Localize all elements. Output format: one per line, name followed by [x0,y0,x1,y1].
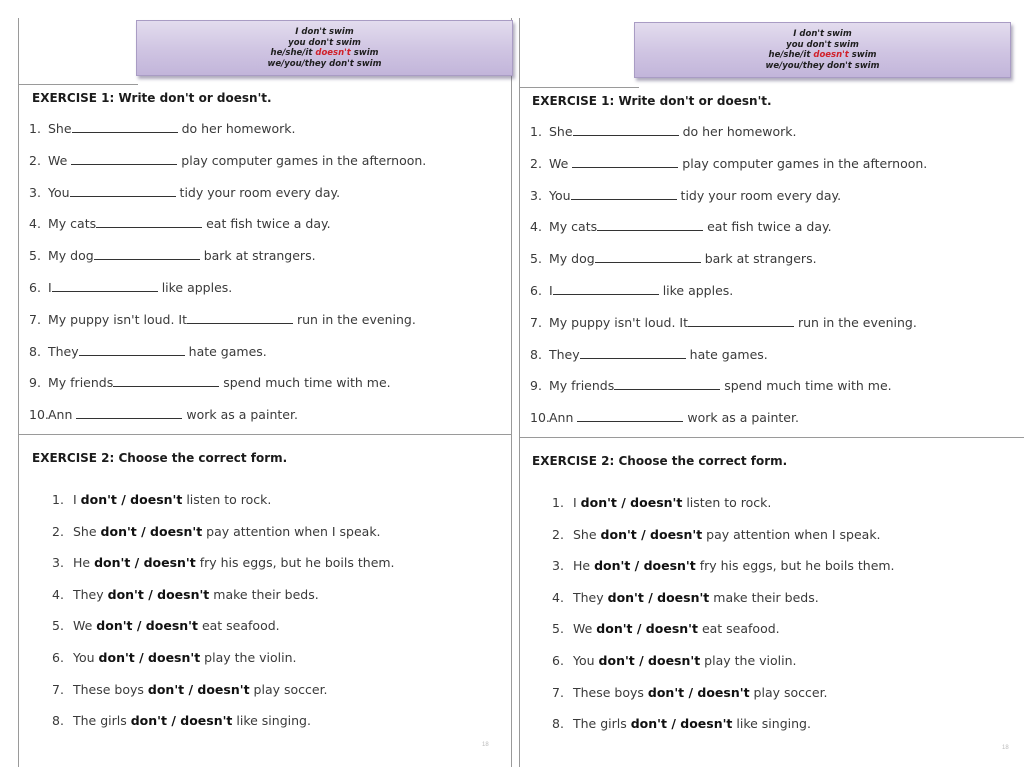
item-predicate: play soccer. [249,681,328,697]
left-margin-line [519,18,520,767]
item-number: 2. [52,523,64,539]
item-subject: She [48,121,72,136]
choice-options[interactable]: don't / doesn't [630,716,733,732]
exercise2-item [52,618,280,633]
exercise1-item [530,219,832,234]
worksheet-right [512,0,1024,767]
item-predicate: do her homework. [682,124,797,139]
grammar-line: I don't swim [793,29,852,39]
answer-blank[interactable] [614,379,720,390]
exercise2-item [552,716,811,731]
item-predicate: listen to rock. [682,495,772,510]
item-subject: You [48,184,70,200]
item-predicate: eat fish twice a day. [206,216,331,232]
item-subject: The girls [73,713,131,729]
answer-blank[interactable] [76,408,182,419]
exercise1-item [530,124,797,139]
exercise2-item [552,653,796,668]
answer-blank[interactable] [70,186,176,197]
item-number: 4. [29,216,41,232]
item-number: 3. [552,558,564,574]
grammar-highlight: doesn't [315,48,351,58]
item-subject: We [73,618,97,634]
grammar-line: we/you/they don't swim [267,58,382,69]
exercise2-item [52,587,319,602]
item-number: 5. [52,618,64,634]
exercise1-item [530,156,927,171]
item-number: 4. [552,589,564,605]
exercise2-item [552,621,780,636]
item-predicate: make their beds. [709,589,819,605]
grammar-text: he/she/it [768,50,814,60]
item-number: 3. [29,184,41,200]
item-subject: They [73,586,108,602]
choice-options[interactable]: don't / doesn't [596,621,698,637]
item-subject: She [73,523,101,539]
item-predicate: run in the evening. [797,314,917,330]
item-predicate: work as a painter. [186,407,298,423]
page-number: 18 [482,742,489,748]
item-predicate: hate games. [188,343,267,359]
exercise1-item [29,280,232,295]
item-subject: I [73,492,81,507]
exercise2-item [52,650,296,665]
item-predicate: like apples. [161,280,233,295]
item-number: 7. [530,314,542,330]
exercise1-title: EXERCISE 1: Write don't or doesn't. [32,91,272,105]
item-subject: These boys [573,684,648,700]
answer-blank[interactable] [553,284,659,295]
exercise1-item [530,347,768,362]
item-number: 3. [52,555,64,571]
exercise1-item [29,312,416,327]
section-divider [18,434,512,435]
item-number: 6. [552,653,564,668]
exercise1-item [530,378,892,393]
grammar-line: you don't swim [786,39,859,50]
exercise2-title: EXERCISE 2: Choose the correct form. [32,451,288,465]
item-subject: I [48,280,52,295]
exercise1-item [530,251,817,266]
item-predicate: eat seafood. [197,618,280,634]
header-rule [18,84,138,85]
choice-options[interactable]: don't / doesn't [130,713,233,729]
item-subject: My friends [549,378,615,394]
item-predicate: fry his eggs, but he boils them. [695,558,895,574]
item-predicate: hate games. [689,346,768,362]
left-margin-line [18,18,19,767]
item-predicate: spend much time with me. [223,375,391,391]
item-subject: She [549,124,573,139]
exercise1-item [29,407,298,422]
choice-options[interactable]: don't / doesn't [607,589,710,605]
item-number: 7. [552,684,564,700]
item-number: 7. [52,681,64,697]
choice-options[interactable]: don't / doesn't [594,558,696,574]
grammar-box [634,22,1011,78]
exercise1-item [29,185,340,200]
item-predicate: bark at strangers. [203,248,316,264]
answer-blank[interactable] [79,345,185,356]
item-subject: My friends [48,375,114,391]
item-number: 10. [530,410,550,426]
item-subject: You [549,187,571,203]
choice-options[interactable]: don't / doesn't [107,586,210,602]
section-divider [519,437,1024,438]
item-subject: They [549,346,580,362]
choice-options[interactable]: don't / doesn't [98,650,201,665]
choice-options[interactable]: don't / doesn't [80,492,183,507]
item-number: 4. [530,219,542,235]
item-predicate: tidy your room every day. [179,184,341,200]
item-predicate: pay attention when I speak. [702,526,881,542]
page-number: 18 [1002,745,1009,751]
grammar-highlight: doesn't [813,50,849,60]
exercise2-item [52,555,395,570]
answer-blank[interactable] [573,125,679,136]
item-subject: We [48,152,72,168]
item-number: 9. [29,375,41,391]
item-predicate: like apples. [662,283,734,298]
item-number: 1. [552,495,564,510]
item-subject: They [573,589,608,605]
exercise2-item [552,495,771,510]
answer-blank[interactable] [688,316,794,327]
answer-blank[interactable] [72,122,178,133]
item-predicate: pay attention when I speak. [202,523,381,539]
exercise2-item [52,713,311,728]
exercise2-item [52,492,271,507]
grammar-text: he/she/it [270,48,316,58]
item-number: 5. [530,251,542,267]
item-subject: My puppy isn't loud. It [48,311,187,327]
item-predicate: play the violin. [700,653,797,668]
item-number: 2. [530,155,542,171]
item-subject: He [573,558,595,574]
item-subject: My dog [48,248,94,264]
answer-blank[interactable] [577,411,683,422]
item-predicate: fry his eggs, but he boils them. [195,555,395,571]
choice-options[interactable]: don't / doesn't [100,523,203,539]
exercise1-item [530,315,917,330]
answer-blank[interactable] [94,249,200,260]
item-number: 9. [530,378,542,394]
item-number: 8. [530,346,542,362]
choice-options[interactable]: don't / doesn't [598,653,701,668]
item-subject: She [573,526,601,542]
item-subject: I [573,495,581,510]
item-predicate: play the violin. [200,650,297,665]
exercise1-item [29,375,391,390]
exercise2-item [52,682,328,697]
item-number: 2. [29,152,41,168]
item-predicate: eat fish twice a day. [707,219,832,235]
grammar-line: we/you/they don't swim [765,60,880,71]
item-number: 8. [552,716,564,732]
choice-options[interactable]: don't / doesn't [96,618,198,634]
answer-blank[interactable] [580,348,686,359]
item-subject: The girls [573,716,631,732]
item-number: 4. [52,586,64,602]
grammar-line [769,50,877,61]
header-rule [519,87,639,88]
grammar-text: swim [350,48,379,58]
item-number: 6. [29,280,41,295]
choice-options[interactable]: don't / doesn't [580,495,683,510]
item-number: 1. [29,121,41,136]
exercise1-item [29,248,316,263]
exercise1-title: EXERCISE 1: Write don't or doesn't. [532,94,772,108]
item-predicate: listen to rock. [182,492,272,507]
answer-blank[interactable] [52,281,158,292]
exercise2-item [552,558,895,573]
grammar-line: you don't swim [288,37,361,48]
item-predicate: do her homework. [181,121,296,136]
exercise1-item [530,410,799,425]
item-number: 7. [29,311,41,327]
item-number: 3. [530,187,542,203]
item-predicate: like singing. [232,713,311,729]
item-predicate: like singing. [732,716,811,732]
item-subject: You [73,650,99,665]
item-number: 10. [29,407,49,423]
item-number: 1. [52,492,64,507]
exercise1-item [530,188,841,203]
grammar-line [271,48,379,59]
item-number: 8. [29,343,41,359]
choice-options[interactable]: don't / doesn't [94,555,196,571]
item-predicate: work as a painter. [687,410,799,426]
exercise1-item [29,121,296,136]
choice-options[interactable]: don't / doesn't [147,681,250,697]
item-number: 6. [52,650,64,665]
item-subject: You [573,653,599,668]
item-subject: My cats [48,216,97,232]
item-number: 1. [530,124,542,139]
item-predicate: bark at strangers. [704,251,817,267]
item-subject: I [549,283,553,298]
item-predicate: make their beds. [209,586,319,602]
answer-blank[interactable] [71,154,177,165]
choice-options[interactable]: don't / doesn't [600,526,703,542]
item-subject: My dog [549,251,595,267]
answer-blank[interactable] [595,252,701,263]
item-predicate: play soccer. [749,684,828,700]
item-subject: We [573,621,597,637]
item-subject: Ann [48,407,77,423]
answer-blank[interactable] [572,157,678,168]
item-subject: They [48,343,79,359]
exercise2-item [52,524,381,539]
answer-blank[interactable] [571,189,677,200]
choice-options[interactable]: don't / doesn't [647,684,750,700]
answer-blank[interactable] [597,220,703,231]
exercise1-item [29,344,267,359]
item-predicate: play computer games in the afternoon. [682,155,928,171]
answer-blank[interactable] [187,313,293,324]
grammar-line: I don't swim [295,27,354,37]
item-number: 8. [52,713,64,729]
exercise1-item [530,283,733,298]
exercise1-item [29,153,426,168]
grammar-text: swim [848,50,877,60]
grammar-box [136,20,513,76]
item-subject: My puppy isn't loud. It [549,314,688,330]
item-number: 2. [552,526,564,542]
exercise2-item [552,685,828,700]
item-subject: We [549,155,573,171]
item-subject: My cats [549,219,598,235]
item-subject: Ann [549,410,578,426]
answer-blank[interactable] [113,376,219,387]
item-number: 5. [552,621,564,637]
item-subject: He [73,555,95,571]
exercise2-title: EXERCISE 2: Choose the correct form. [532,454,788,468]
item-predicate: spend much time with me. [724,378,892,394]
exercise2-item [552,590,819,605]
item-predicate: run in the evening. [296,311,416,327]
exercise2-item [552,527,881,542]
item-predicate: eat seafood. [697,621,780,637]
item-predicate: play computer games in the afternoon. [181,152,427,168]
answer-blank[interactable] [96,217,202,228]
item-number: 6. [530,283,542,298]
item-number: 5. [29,248,41,264]
exercise1-item [29,216,331,231]
item-subject: These boys [73,681,148,697]
item-predicate: tidy your room every day. [680,187,842,203]
